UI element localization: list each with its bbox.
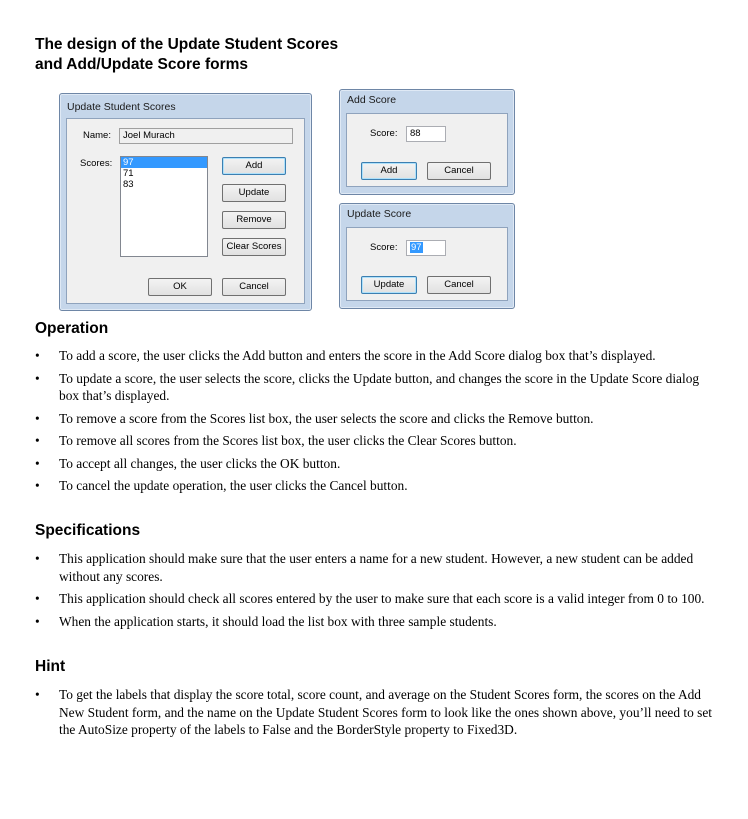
add-button[interactable]: Add (222, 157, 286, 175)
hint-heading: Hint (35, 658, 66, 675)
dialog-client-area (66, 118, 305, 304)
list-item: • This application should make sure that the user enters a name for a new student. However, a new student can be added without any scores. (35, 550, 715, 585)
dialog-client-area (346, 113, 508, 187)
update-button[interactable]: Update (361, 276, 417, 294)
list-item: • To cancel the update operation, the user clicks the Cancel button. (35, 477, 715, 495)
score-input[interactable] (406, 240, 446, 256)
list-item[interactable]: 83 (123, 179, 134, 190)
list-item: • To accept all changes, the user clicks the OK button. (35, 455, 715, 473)
cancel-button[interactable]: Cancel (427, 276, 491, 294)
dialog-title: Update Score (347, 208, 412, 220)
list-item: • To remove a score from the Scores list box, the user selects the score and clicks the Remove button. (35, 410, 715, 428)
list-item: • To get the labels that display the score total, score count, and average on the Student Scores form, the scores on the Add New Student form, and the name on the Update Student Scores form to look like the ones shown above, you’ll need to set the AutoSize property of the labels to False and the BorderStyle property to Fixed3D. (35, 686, 715, 739)
name-display: Joel Murach (119, 128, 293, 144)
update-score-dialog (339, 203, 515, 309)
page-title (35, 35, 338, 75)
page-title-line-1: The design of the Update Student Scores (35, 36, 339, 53)
list-item: • When the application starts, it should load the list box with three sample students. (35, 613, 715, 631)
scores-label: Scores: (80, 158, 113, 169)
list-item[interactable]: 97 (121, 157, 207, 168)
operation-list (35, 347, 715, 500)
list-item: • This application should check all scores entered by the user to make sure that each score is a valid integer from 0 to 100. (35, 590, 715, 608)
list-item: • To remove all scores from the Scores list box, the user clicks the Clear Scores button. (35, 432, 715, 450)
update-button[interactable]: Update (222, 184, 286, 202)
specifications-heading: Specifications (35, 522, 141, 539)
scores-list-box[interactable] (120, 156, 208, 257)
ok-button[interactable]: OK (148, 278, 212, 296)
dialog-client-area (346, 227, 508, 301)
list-item: • To add a score, the user clicks the Add button and enters the score in the Add Score dialog box that’s displayed. (35, 347, 715, 365)
score-input[interactable]: 88 (406, 126, 446, 142)
list-item: • To update a score, the user selects the score, clicks the Update button, and changes the score in the Update Score dialog box that’s displayed. (35, 370, 715, 405)
score-label: Score: (370, 242, 398, 253)
dialog-title: Update Student Scores (67, 101, 176, 113)
remove-button[interactable]: Remove (222, 211, 286, 229)
add-score-dialog (339, 89, 515, 195)
operation-heading: Operation (35, 320, 109, 337)
clear-scores-button[interactable]: Clear Scores (222, 238, 286, 256)
cancel-button[interactable]: Cancel (427, 162, 491, 180)
dialog-title: Add Score (347, 94, 397, 106)
score-label: Score: (370, 128, 398, 139)
list-item[interactable]: 71 (123, 168, 134, 179)
cancel-button[interactable]: Cancel (222, 278, 286, 296)
name-label: Name: (83, 130, 111, 141)
update-student-scores-dialog (59, 93, 312, 311)
add-button[interactable]: Add (361, 162, 417, 180)
page-title-line-2: and Add/Update Score forms (35, 56, 249, 73)
hint-list (35, 686, 715, 744)
specifications-list (35, 550, 715, 635)
score-value-selected: 97 (411, 242, 422, 253)
